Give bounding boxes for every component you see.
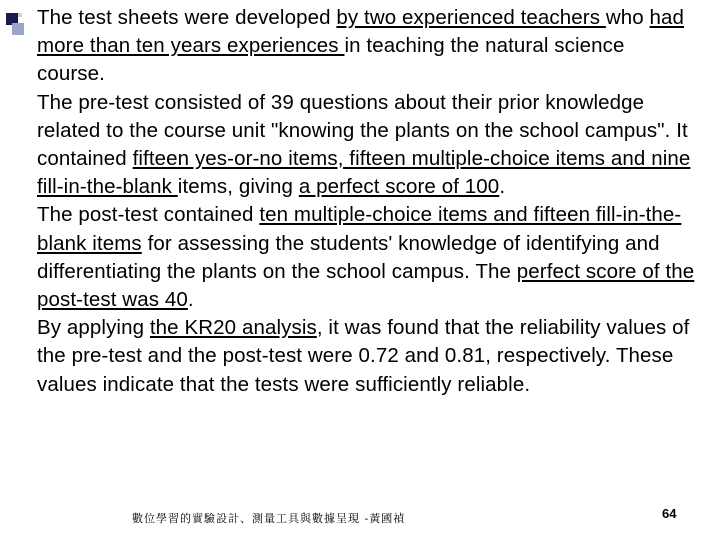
underlined-text: ten multiple-choice items and fifteen fill-in-the-blank items	[37, 203, 682, 255]
text-segment: items, giving	[177, 175, 299, 199]
text-segment: The post-test contained	[37, 203, 260, 227]
underlined-text: a perfect score of 100	[298, 175, 500, 199]
text-segment: The pre-test consisted of 39 questions about their prior knowledge related to the course unit "knowing the plants on the school campus". It contained	[37, 90, 688, 171]
text-segment: who	[605, 6, 650, 29]
text-segment: .	[187, 288, 194, 312]
text-segment: for assessing the students' knowledge of identifying and differentiating the plants on the school campus. The	[37, 231, 660, 283]
paragraph-post-test	[37, 201, 697, 314]
slide-body-text	[37, 4, 697, 399]
text-segment: .	[499, 175, 506, 199]
underlined-text: the KR20 analysis	[149, 316, 317, 340]
underlined-text: perfect score of the post-test was 40	[37, 259, 695, 312]
paragraph-pre-test	[37, 89, 697, 202]
text-segment: , it was found that the reliability values of the pre-test and the post-test were 0.72 and 0.81, respectively. These values indicate that the tests were sufficiently reliable.	[37, 316, 690, 396]
footer-caption: 數位學習的實驗設計、測量工具與數據呈現 -黃國禎	[132, 512, 406, 525]
underlined-text: fifteen yes-or-no items, fifteen multiple-choice items and nine fill-in-the-blank	[37, 147, 691, 199]
underlined-text: had more than ten years experiences	[37, 6, 685, 58]
underlined-text: by two experienced teachers	[336, 6, 606, 29]
text-segment: The test sheets were developed	[37, 6, 337, 29]
bullet-square-icon	[6, 13, 24, 39]
text-segment: By applying	[37, 316, 150, 340]
paragraph-kr20-analysis	[37, 314, 697, 399]
paragraph-test-sheets	[37, 4, 697, 89]
text-segment: in teaching the natural science course.	[37, 34, 625, 86]
page-number: 64	[662, 506, 677, 521]
